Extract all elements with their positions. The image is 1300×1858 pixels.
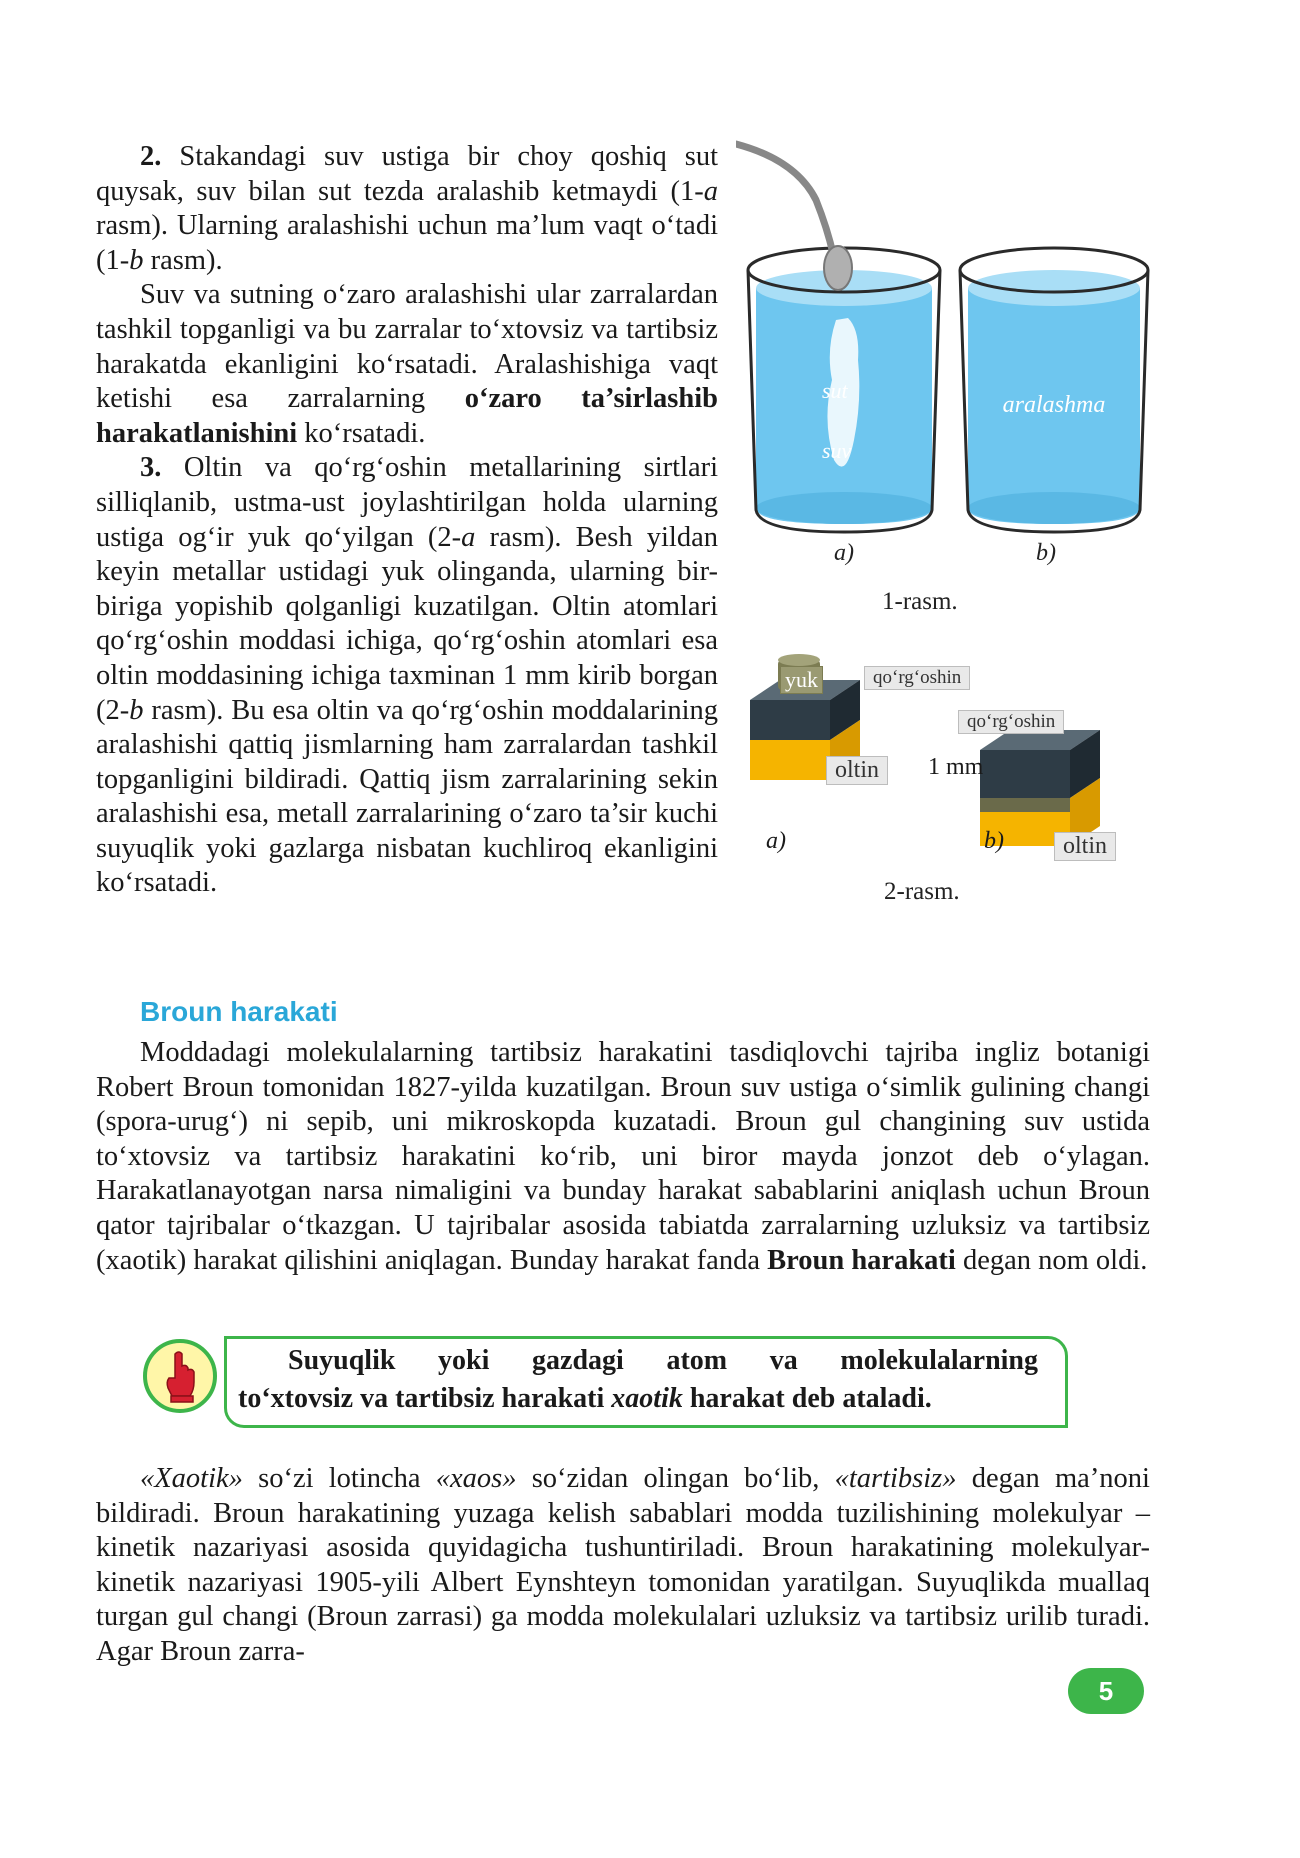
bold-term: o‘zaro ta’sirlashib harakatlanishini bbox=[96, 383, 718, 449]
text: a bbox=[461, 521, 476, 553]
text: degan ma’noni bildiradi. Broun harakatining yuzaga kelish sabablari modda tuzilishining molekulyar – kinetik nazariyasi asosida quyidagicha tushuntiriladi. Broun harakatining molekulyar-kinetik nazariyasi 1905-yili Albert Eynshteyn tomonidan yaratilgan. Suyuqlikda muallaq turgan gul changi (Broun zarrasi) ga modda molekulalari uzluksiz va tartibsiz urilib turadi. Agar Broun zarra- bbox=[96, 1463, 1150, 1667]
text: ko‘rsatadi. bbox=[297, 417, 426, 449]
subfigure-a-label: a) bbox=[834, 540, 854, 566]
paragraph-section-2 bbox=[96, 140, 718, 278]
text: b bbox=[129, 694, 144, 726]
text: Moddadagi molekulalarning tartibsiz harakatini tasdiqlovchi tajriba ingliz botanigi Robert Broun tomonidan 1827-yilda kuzatilgan. Broun suv ustiga o‘simlik gulining changi (spora-urug‘) ni sepib, uni mikroskopda kuzatadi. Broun gul changining suv ustida to‘xtovsiz va tartibsiz harakatini ko‘rib, uni biror mayda jonzot deb o‘ylagan. Harakatlanayotgan narsa nimaligini va bunday harakat sabablarini aniqlash uchun Broun qator tajribalar o‘tkazgan. U tajribalar asosida tabiatda zarralarning uzluksiz va tartibsiz (xaotik) harakat qilishini aniqlagan. Bunday harakat fanda bbox=[96, 1037, 1150, 1276]
section-heading-broun: Broun harakati bbox=[140, 996, 338, 1027]
subfigure-b-label: b) bbox=[1036, 540, 1056, 566]
text: harakat deb ataladi. bbox=[682, 1383, 932, 1414]
subfigure-2a-label: a) bbox=[766, 828, 786, 854]
text: rasm). bbox=[143, 244, 223, 276]
subfigure-2b-label: b) bbox=[984, 828, 1004, 854]
label-suv: suv bbox=[822, 438, 852, 463]
definition-text bbox=[238, 1342, 1038, 1418]
quoted-term: «Xaotik» bbox=[140, 1463, 243, 1494]
text: Stakandagi suv ustiga bir choy qoshiq sut quysak, suv bilan sut tezda aralashib ketmaydi (1- bbox=[96, 141, 718, 207]
text: a bbox=[703, 175, 718, 207]
label-aralashma: aralashma bbox=[1002, 392, 1106, 418]
label-gold-a: oltin bbox=[826, 756, 888, 785]
label-1mm: 1 mm bbox=[928, 754, 984, 780]
text: Oltin va qo‘rg‘oshin metallarining sirtlari silliqlanib, ustma-ust joylashtirilgan holda ularning ustiga og‘ir yuk qo‘yilgan (2- bbox=[96, 452, 718, 553]
section-3-number: 3. bbox=[140, 452, 162, 484]
glass-b bbox=[960, 248, 1148, 566]
text: Suv va sutning o‘zaro aralashishi ular zarralardan tashkil topganligi va bu zarralar to‘xtovsiz va tartibsiz harakatda ekanligini ko‘rsatadi. Aralashishiga vaqt ketishi esa zarralarning bbox=[96, 279, 718, 415]
page-number: 5 bbox=[1068, 1668, 1144, 1714]
text: b bbox=[129, 244, 144, 276]
figure-2-caption: 2-rasm. bbox=[884, 878, 960, 905]
label-gold-b: oltin bbox=[1054, 832, 1116, 861]
section-2-number: 2. bbox=[140, 141, 162, 172]
quoted-term: «xaos» bbox=[435, 1463, 517, 1494]
label-yuk: yuk bbox=[780, 666, 823, 694]
label-sut: sut bbox=[822, 378, 848, 403]
figure-1-glasses bbox=[736, 140, 1156, 610]
xaotik-text bbox=[96, 1462, 1150, 1670]
glass-a bbox=[736, 144, 940, 566]
italic-term: xaotik bbox=[611, 1383, 683, 1414]
bold-term: Broun harakati bbox=[767, 1244, 956, 1276]
hand-pointer-icon bbox=[142, 1338, 218, 1414]
label-lead-a: qo‘rg‘oshin bbox=[864, 666, 970, 690]
text: so‘zidan olingan bo‘lib, bbox=[516, 1463, 835, 1494]
paragraph-broun bbox=[96, 1036, 1150, 1278]
text: degan nom oldi. bbox=[955, 1244, 1148, 1276]
paragraph-section-3 bbox=[96, 451, 718, 901]
label-lead-b: qo‘rg‘oshin bbox=[958, 710, 1064, 734]
paragraph-section-2-b bbox=[96, 278, 718, 451]
paragraph-xaotik bbox=[96, 1462, 1150, 1670]
text: rasm). Bu esa oltin va qo‘rg‘oshin moddalarining aralashishi qattiq jismlarning ham zarralardan tashkil topganligini bildiradi. Qattiq jism zarralarining sekin aralashishi esa, metall zarralarining o‘zaro ta’sir kuchi suyuqlik yoki gazlarga nisbatan kuchliroq ekanligini ko‘rsatadi. bbox=[96, 694, 718, 899]
figure-1-caption: 1-rasm. bbox=[882, 588, 958, 615]
text: rasm). Ularning aralashishi uchun ma’lum vaqt o‘tadi (1- bbox=[96, 210, 718, 276]
broun-text bbox=[96, 1036, 1150, 1278]
text: to‘xtovsiz va tartibsiz harakati bbox=[238, 1383, 612, 1414]
text: rasm). Besh yildan keyin metallar ustidagi yuk olinganda, ularning bir-biriga yopishib qolganligi kuzatilgan. Oltin atomlari qo‘rg‘oshin moddasi ichiga, qo‘rg‘oshin atomlari esa oltin moddasining ichiga taxminan 1 mm kirib borgan (2- bbox=[96, 521, 718, 726]
definition-line-2 bbox=[238, 1383, 932, 1414]
quoted-term: «tartibsiz» bbox=[834, 1463, 957, 1494]
text: so‘zi lotincha bbox=[242, 1463, 436, 1494]
text-column-left bbox=[96, 140, 718, 901]
definition-line-1: Suyuqlik yoki gazdagi atom va molekulalarning bbox=[288, 1345, 1038, 1376]
